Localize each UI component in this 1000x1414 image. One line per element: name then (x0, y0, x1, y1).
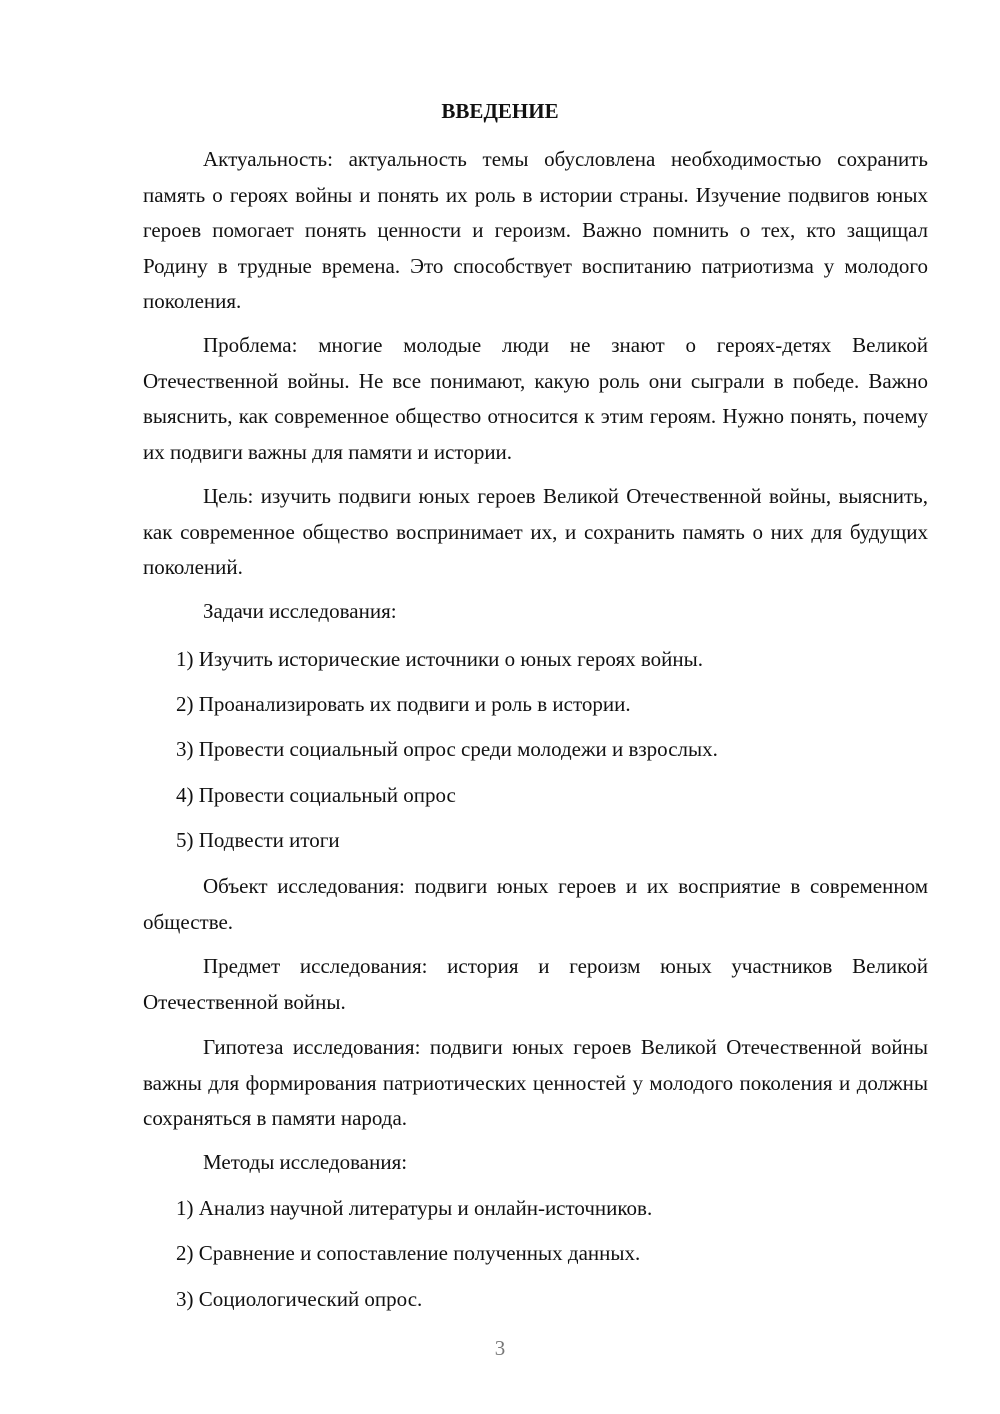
task-item: 1) Изучить исторические источники о юных героях войны. (176, 647, 703, 671)
relevance-paragraph: Актуальность: актуальность темы обусловлена необходимостью сохранить память о героях войны и понять их роль в истории страны. Изучение подвигов юных героев помогает понять ценности и героизм. Важно помнить о тех, кто защищал Родину в трудные времена. Это способствует воспитанию патриотизма у молодого поколения. (143, 147, 928, 313)
task-item: 2) Проанализировать их подвиги и роль в истории. (176, 692, 631, 716)
page-number: 3 (494, 1336, 506, 1360)
object-paragraph: Объект исследования: подвиги юных героев и их восприятие в современном обществе. (143, 874, 928, 934)
problem-paragraph: Проблема: многие молодые люди не знают о героях-детях Великой Отечественной войны. Не все понимают, какую роль они сыграли в победе. Важно выяснить, как современное общество относится к этим героям. Нужно понять, почему их подвиги важны для памяти и истории. (143, 333, 928, 464)
page-title: ВВЕДЕНИЕ (441, 99, 559, 123)
tasks-heading: Задачи исследования: (203, 599, 397, 623)
method-item: 3) Социологический опрос. (176, 1287, 423, 1311)
hypothesis-paragraph: Гипотеза исследования: подвиги юных героев Великой Отечественной войны важны для формирования патриотических ценностей у молодого поколения и должны сохраняться в памяти народа. (143, 1035, 928, 1130)
methods-heading: Методы исследования: (203, 1150, 408, 1174)
task-item: 5) Подвести итоги (176, 828, 340, 852)
task-item: 4) Провести социальный опрос (176, 783, 456, 807)
task-item: 3) Провести социальный опрос среди молодежи и взрослых. (176, 737, 718, 761)
goal-paragraph: Цель: изучить подвиги юных героев Великой Отечественной войны, выяснить, как современное общество воспринимает их, и сохранить память о них для будущих поколений. (143, 484, 928, 579)
method-item: 1) Анализ научной литературы и онлайн-источников. (176, 1196, 653, 1220)
method-item: 2) Сравнение и сопоставление полученных данных. (176, 1241, 641, 1265)
subject-paragraph: Предмет исследования: история и героизм юных участников Великой Отечественной войны. (143, 954, 928, 1014)
